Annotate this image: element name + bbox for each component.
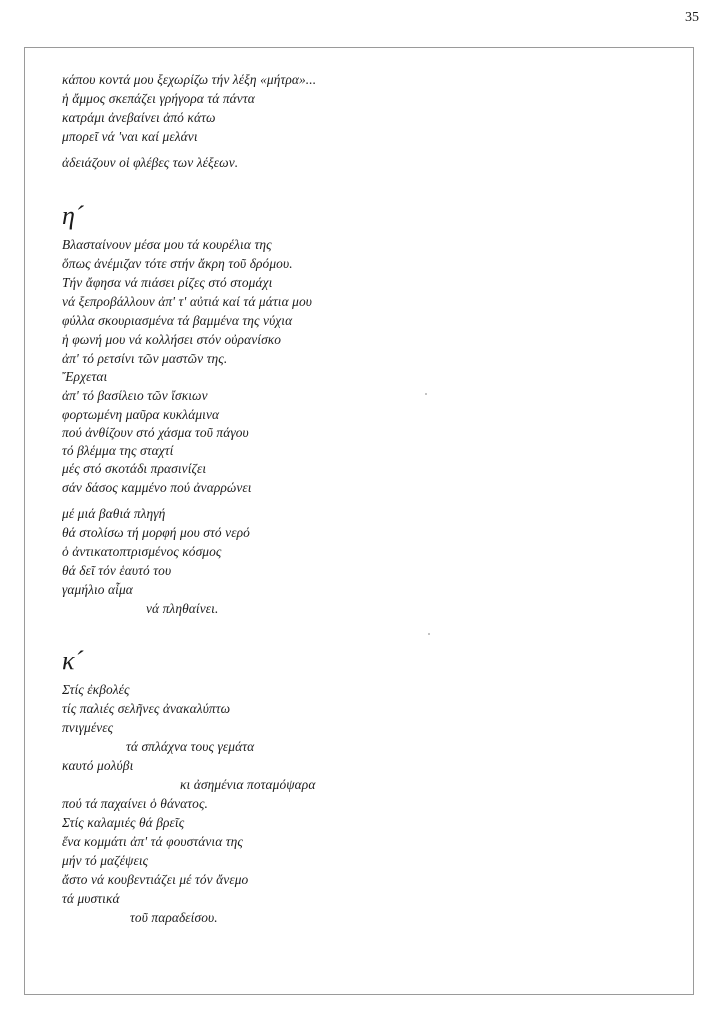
- poem-line: γαμήλιο αἷμα: [62, 582, 133, 597]
- poem-line: κατράμι ἀνεβαίνει ἀπό κάτω: [62, 110, 216, 125]
- poem-line: μπορεῖ νά 'ναι καί μελάνι: [62, 129, 198, 144]
- poem-line: τά σπλάχνα τους γεμάτα: [126, 739, 255, 754]
- poem-line: μέ μιά βαθιά πληγή: [62, 506, 166, 521]
- poem-line: φορτωμένη μαῦρα κυκλάμινα: [62, 407, 220, 422]
- poem-line: μήν τό μαζέψεις: [62, 853, 149, 868]
- poem-line: κι ἀσημένια ποταμόψαρα: [180, 777, 316, 792]
- poem-line: τίς παλιές σελῆνες ἀνακαλύπτω: [62, 701, 231, 716]
- poem-line: Τήν ἄφησα νά πιάσει ρίζες στό στομάχι: [62, 275, 273, 290]
- print-speck: [428, 633, 430, 635]
- print-speck: [425, 393, 427, 395]
- poem-line: τό βλέμμα της σταχτί: [62, 443, 174, 458]
- poem-line: κάπου κοντά μου ξεχωρίζω τήν λέξη «μήτρα»...: [62, 72, 317, 87]
- poem-line: Ἔρχεται: [62, 369, 108, 384]
- poem-line: ἄστο νά κουβεντιάζει μέ τόν ἄνεμο: [62, 872, 249, 887]
- poem-line: Στίς καλαμιές θά βρεῖς: [62, 815, 185, 830]
- poem-line: ἀπ' τό βασίλειο τῶν ἴσκιων: [62, 388, 208, 403]
- poem-line: ἕνα κομμάτι ἀπ' τά φουστάνια της: [62, 834, 243, 849]
- poem-line: νά πληθαίνει.: [146, 601, 219, 616]
- poem-line: σάν δάσος καμμένο πού ἀναρρώνει: [62, 480, 252, 495]
- poem-line: πού τά παχαίνει ὁ θάνατος.: [62, 796, 208, 811]
- section-heading-kappa: κ´: [62, 646, 84, 675]
- poem-line: καυτό μολύβι: [62, 758, 134, 773]
- poem-line: ἀπ' τό ρετσίνι τῶν μαστῶν της.: [62, 351, 228, 366]
- poem-line: τοῦ παραδείσου.: [130, 910, 218, 925]
- poem-line: θά στολίσω τή μορφή μου στό νερό: [62, 525, 250, 540]
- poem-line: ἡ ἄμμος σκεπάζει γρήγορα τά πάντα: [62, 91, 255, 106]
- poem-line: ἡ φωνή μου νά κολλήσει στόν οὐρανίσκο: [62, 332, 282, 347]
- poem-line: ὁ ἀντικατοπτρισμένος κόσμος: [62, 544, 222, 559]
- poem-line: ὅπως ἀνέμιζαν τότε στήν ἄκρη τοῦ δρόμου.: [62, 256, 293, 271]
- poem-line: νά ξεπροβάλλουν ἀπ' τ' αὐτιά καί τά μάτια μου: [62, 294, 313, 309]
- poem-line: πού ἀνθίζουν στό χάσμα τοῦ πάγου: [62, 425, 249, 440]
- poem-line: θά δεῖ τόν ἑαυτό του: [62, 563, 172, 578]
- page-number: 35: [685, 10, 699, 25]
- poem-line: φύλλα σκουριασμένα τά βαμμένα της νύχια: [62, 313, 293, 328]
- poem-line: πνιγμένες: [62, 720, 114, 735]
- section-heading-eta: η´: [62, 201, 84, 230]
- poem-line: Βλασταίνουν μέσα μου τά κουρέλια της: [62, 237, 272, 252]
- poem-line: τά μυστικά: [62, 891, 120, 906]
- poem-line: ἀδειάζουν οἱ φλέβες των λέξεων.: [62, 155, 239, 170]
- poem-line: Στίς ἐκβολές: [62, 682, 130, 697]
- poem-line: μές στό σκοτάδι πρασινίζει: [62, 461, 207, 476]
